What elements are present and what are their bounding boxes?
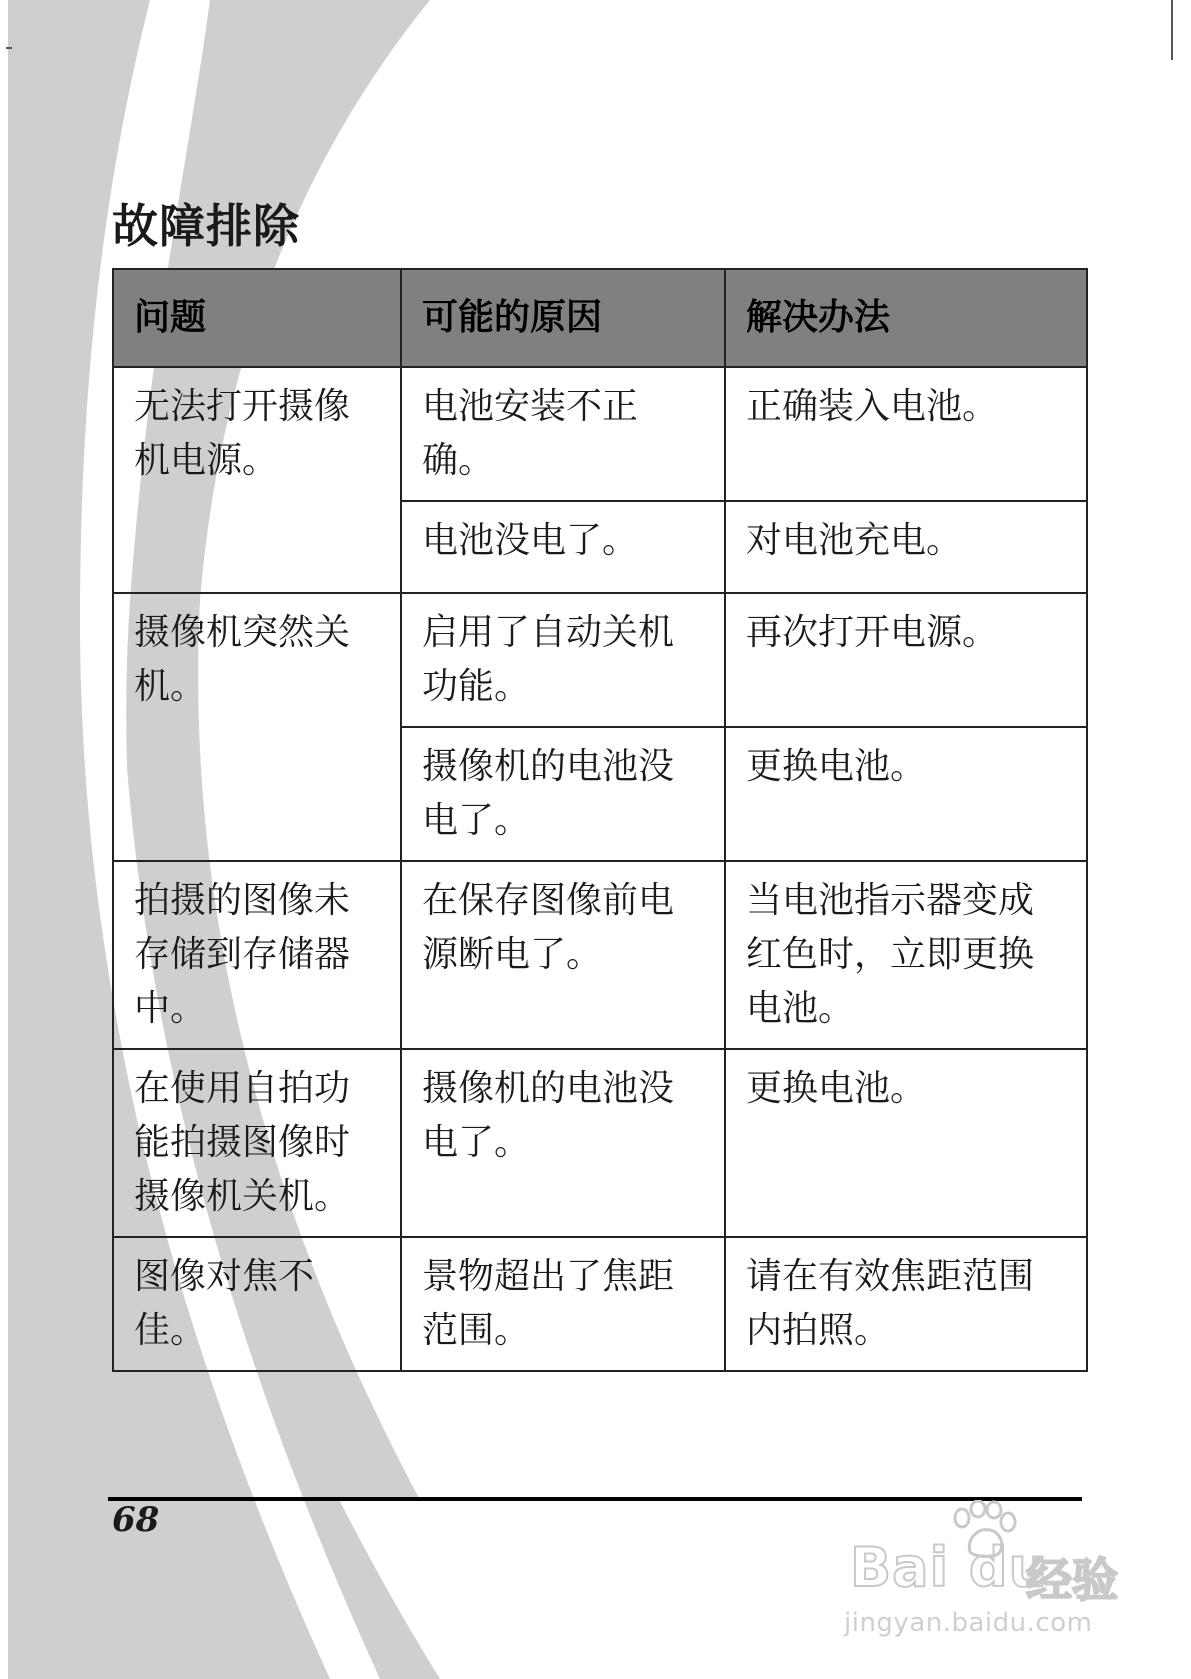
header-solution: 解决办法 bbox=[725, 269, 1087, 367]
header-cause: 可能的原因 bbox=[401, 269, 725, 367]
page-title: 故障排除 bbox=[112, 199, 300, 253]
watermark-product: 经验 bbox=[1026, 1553, 1118, 1607]
watermark-brand: Bai du bbox=[850, 1536, 1049, 1599]
troubleshooting-table bbox=[112, 268, 1088, 1372]
cause-cell: 景物超出了焦距范围。 bbox=[401, 1237, 725, 1371]
table-row bbox=[113, 861, 1087, 1049]
problem-cell: 无法打开摄像机电源。 bbox=[113, 367, 401, 593]
table-row bbox=[113, 367, 1087, 501]
cause-cell: 摄像机的电池没电了。 bbox=[401, 1049, 725, 1237]
solution-cell: 当电池指示器变成红色时，立即更换电池。 bbox=[725, 861, 1087, 1049]
cause-cell: 电池没电了。 bbox=[401, 501, 725, 593]
cause-cell: 摄像机的电池没电了。 bbox=[401, 727, 725, 861]
solution-cell: 对电池充电。 bbox=[725, 501, 1087, 593]
table-row bbox=[113, 593, 1087, 727]
page-number: 68 bbox=[112, 1500, 160, 1540]
problem-cell: 图像对焦不佳。 bbox=[113, 1237, 401, 1371]
solution-cell: 正确装入电池。 bbox=[725, 367, 1087, 501]
cause-cell: 启用了自动关机功能。 bbox=[401, 593, 725, 727]
solution-cell: 请在有效焦距范围内拍照。 bbox=[725, 1237, 1087, 1371]
cause-cell: 在保存图像前电源断电了。 bbox=[401, 861, 725, 1049]
table-row bbox=[113, 1049, 1087, 1237]
problem-cell: 在使用自拍功能拍摄图像时摄像机关机。 bbox=[113, 1049, 401, 1237]
solution-cell: 再次打开电源。 bbox=[725, 593, 1087, 727]
watermark-url: jingyan.baidu.com bbox=[844, 1608, 1093, 1638]
solution-cell: 更换电池。 bbox=[725, 727, 1087, 861]
header-problem: 问题 bbox=[113, 269, 401, 367]
baidu-jingyan-watermark bbox=[840, 1500, 1130, 1640]
cause-cell: 电池安装不正确。 bbox=[401, 367, 725, 501]
problem-cell: 摄像机突然关机。 bbox=[113, 593, 401, 861]
problem-cell: 拍摄的图像未存储到存储器中。 bbox=[113, 861, 401, 1049]
table-header-row bbox=[113, 269, 1087, 367]
solution-cell: 更换电池。 bbox=[725, 1049, 1087, 1237]
table-row bbox=[113, 1237, 1087, 1371]
